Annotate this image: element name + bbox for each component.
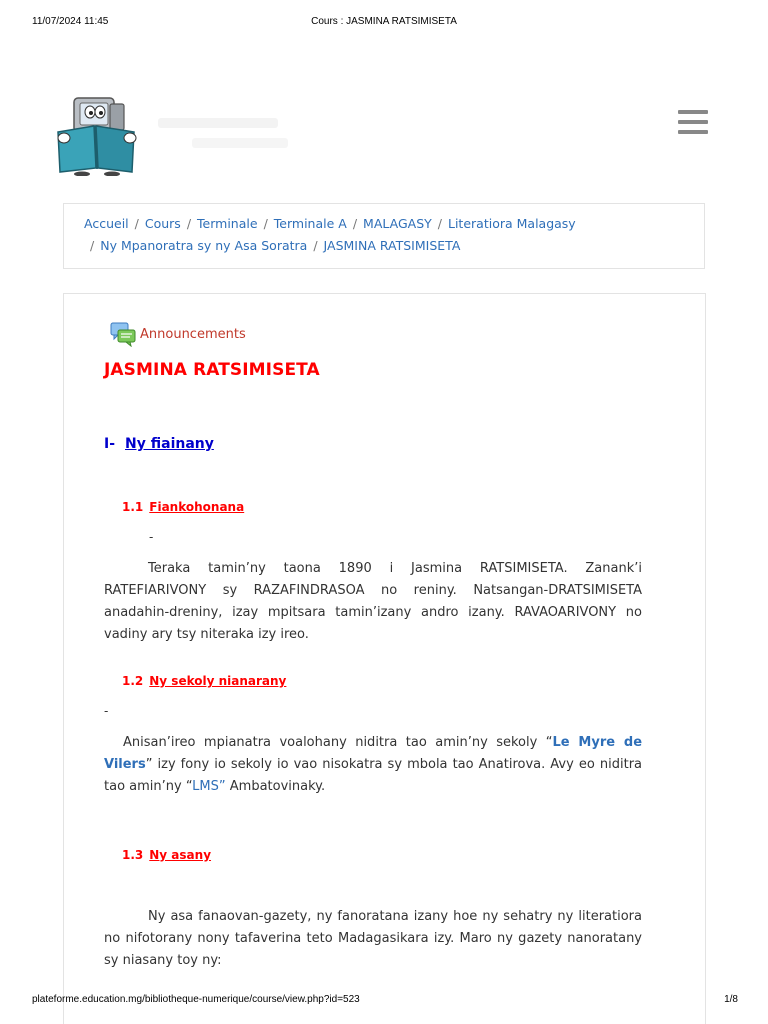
school-le-myre-de-vilers: Le Myre de Vilers	[104, 735, 643, 772]
print-footer	[0, 994, 768, 1008]
section-title: Ny fiainany	[125, 436, 214, 452]
subheading-sekoly	[122, 674, 286, 688]
list-dash: -	[104, 704, 109, 718]
breadcrumb	[63, 203, 705, 269]
menu-bar	[678, 120, 708, 124]
print-header	[0, 16, 768, 30]
paragraph-text: Ambatovinaky.	[225, 779, 326, 794]
hamburger-menu-icon[interactable]	[676, 108, 710, 136]
course-title: JASMINA RATSIMISETA	[104, 360, 320, 380]
subheading-fiankohonana	[122, 500, 244, 514]
faded-logo-text-shape	[158, 112, 298, 158]
breadcrumb-row	[90, 238, 460, 253]
section-heading-fiainany	[104, 436, 214, 452]
subheading-title: Fiankohonana	[149, 500, 245, 514]
subheading-number: 1.3	[122, 848, 144, 862]
subheading-number: 1.2	[122, 674, 144, 688]
breadcrumb-item-accueil[interactable]: Accueil	[84, 216, 129, 231]
print-url: plateforme.education.mg/bibliotheque-numerique/course/view.php?id=523	[32, 994, 360, 1005]
breadcrumb-item-mpanoratra[interactable]: Ny Mpanoratra sy ny Asa Soratra	[100, 238, 308, 253]
site-logo[interactable]	[52, 92, 142, 176]
reading-book-mascot-icon	[52, 92, 142, 176]
paragraph-fiankohonana: Teraka tamin’ny taona 1890 i Jasmina RATSIMISETA. Zanank’i RATEFIARIVONY sy RAZAFINDRASOA no reniny. Natsangan-DRATSIMISETA anadahin-dreniny, izay mpitsara tamin’izany andro izany. RAVAOARIVONY no vadiny ary tsy niteraka izy ireo.	[104, 561, 642, 642]
section-number: I-	[104, 436, 116, 452]
breadcrumb-separator: /	[313, 238, 318, 253]
paragraph-text: ” izy fony io sekoly io vao nisokatra sy mbola tao Anatirova. Avy eo niditra tao amin’ny “	[104, 757, 642, 794]
paragraph-asany: Ny asa fanaovan-gazety, ny fanoratana izany hoe ny sehatry ny literatiora no nifotorany nony tafaverina teto Madagasikara izy. Maro ny gazety nanoratany sy niasany toy ny:	[104, 909, 642, 968]
breadcrumb-separator: /	[437, 216, 442, 231]
subheading-asany	[122, 848, 211, 862]
print-datetime: 11/07/2024 11:45	[32, 16, 109, 27]
school-lms: LMS”	[192, 779, 226, 794]
subheading-title: Ny sekoly nianarany	[149, 674, 287, 688]
announcements-label: Announcements	[140, 327, 246, 342]
paragraph-sekoly	[104, 732, 642, 798]
breadcrumb-separator: /	[134, 216, 139, 231]
breadcrumb-separator: /	[90, 238, 95, 253]
menu-bar	[678, 130, 708, 134]
breadcrumb-item-terminale-a[interactable]: Terminale A	[273, 216, 347, 231]
breadcrumb-separator: /	[263, 216, 268, 231]
breadcrumb-current: JASMINA RATSIMISETA	[323, 238, 461, 253]
menu-bar	[678, 110, 708, 114]
forum-chat-bubbles-icon	[110, 321, 136, 347]
print-page-number: 1/8	[724, 994, 738, 1005]
subheading-number: 1.1	[122, 500, 144, 514]
list-dash: -	[149, 530, 154, 544]
breadcrumb-row	[84, 216, 576, 231]
breadcrumb-item-malagasy[interactable]: MALAGASY	[363, 216, 432, 231]
subheading-title: Ny asany	[149, 848, 212, 862]
paragraph-text: Anisan’ireo mpianatra voalohany niditra tao amin’ny sekoly “	[123, 735, 553, 750]
print-title: Cours : JASMINA RATSIMISETA	[311, 16, 457, 27]
breadcrumb-separator: /	[352, 216, 358, 231]
breadcrumb-item-literatiora[interactable]: Literatiora Malagasy	[448, 216, 576, 231]
breadcrumb-separator: /	[186, 216, 192, 231]
breadcrumb-item-cours[interactable]: Cours	[144, 216, 181, 231]
breadcrumb-item-terminale[interactable]: Terminale	[197, 216, 258, 231]
